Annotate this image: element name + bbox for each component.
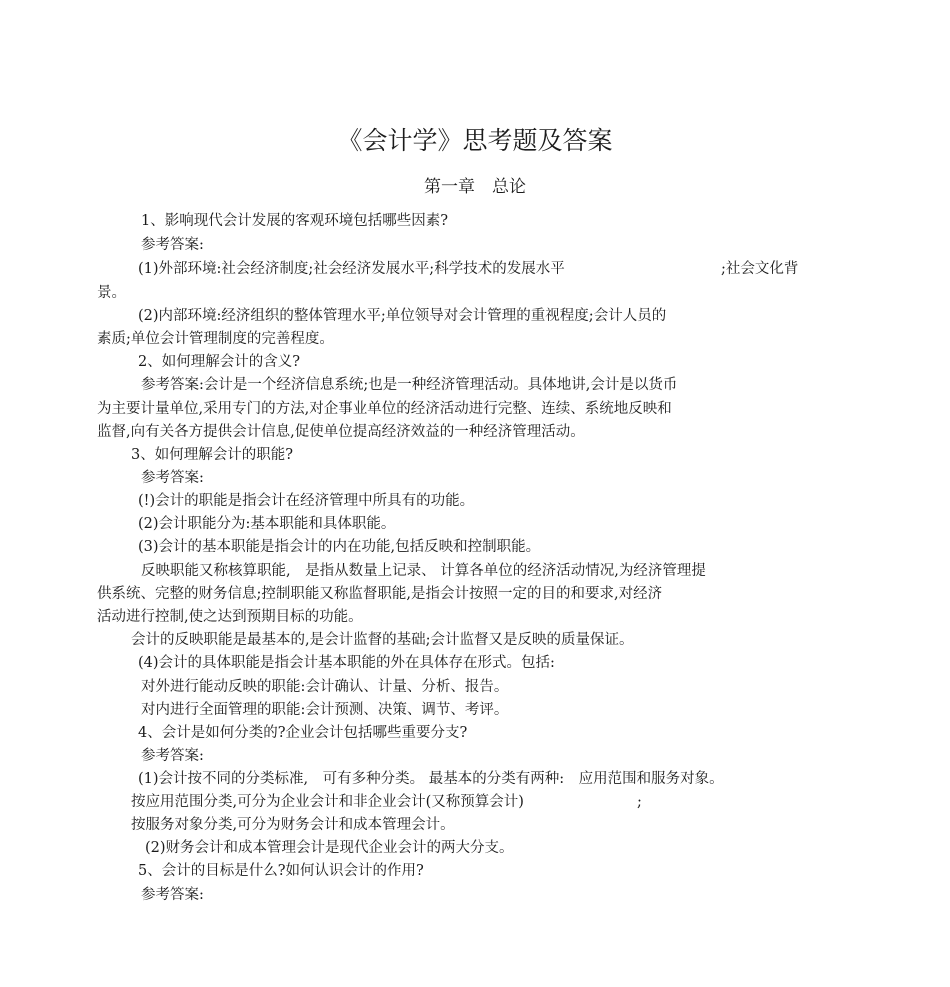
text-line: (!)会计的职能是指会计在经济管理中所具有的功能。: [138, 493, 475, 509]
answer-label: 参考答案:: [141, 470, 204, 486]
text-line: ;社会文化背: [721, 261, 799, 277]
text-line: 按服务对象分类,可分为财务会计和成本管理会计。: [131, 817, 455, 833]
answer-label: 参考答案:: [141, 887, 204, 903]
text-line: 供系统、完整的财务信息;控制职能又称监督职能,是指会计按照一定的目的和要求,对经济: [97, 586, 663, 602]
text-line: 对内进行全面管理的职能:会计预测、决策、调节、考评。: [141, 702, 509, 718]
text-line: (4)会计的具体职能是指会计基本职能的外在具体存在形式。包括:: [138, 655, 555, 671]
question-3: 3、如何理解会计的职能?: [131, 447, 293, 463]
text-line: 会计的反映职能是最基本的,是会计监督的基础;会计监督又是反映的质量保证。: [131, 632, 634, 648]
text-line: (1)会计按不同的分类标准, 可有多种分类。 最基本的分类有两种: 应用范围和服务对象。: [138, 771, 724, 787]
text-line: 监督,向有关各方提供会计信息,促使单位提高经济效益的一种经济管理活动。: [97, 424, 585, 440]
text-line: (2)内部环境:经济组织的整体管理水平;单位领导对会计管理的重视程度;会计人员的: [138, 308, 667, 324]
text-line: 景。: [97, 285, 126, 301]
text-line: 活动进行控制,使之达到预期目标的功能。: [97, 609, 363, 625]
answer-label: 参考答案:: [141, 748, 204, 764]
question-2: 2、如何理解会计的含义?: [138, 354, 300, 370]
text-line: 按应用范围分类,可分为企业会计和非企业会计(又称预算会计): [131, 794, 524, 810]
text-line: (1)外部环境:社会经济制度;社会经济发展水平;科学技术的发展水平: [138, 261, 565, 277]
question-1: 1、影响现代会计发展的客观环境包括哪些因素?: [141, 213, 448, 229]
text-line: 反映职能又称核算职能, 是指从数量上记录、 计算各单位的经济活动情况,为经济管理提: [141, 563, 706, 579]
text-line: 为主要计量单位,采用专门的方法,对企事业单位的经济活动进行完整、连续、系统地反映和: [97, 401, 672, 417]
text-line: 素质;单位会计管理制度的完善程度。: [97, 331, 334, 347]
answer-label: 参考答案:: [141, 237, 204, 253]
document-title: 《会计学》思考题及答案: [337, 126, 613, 155]
text-line: (2)会计职能分为:基本职能和具体职能。: [138, 516, 396, 532]
question-5: 5、会计的目标是什么?如何认识会计的作用?: [138, 863, 424, 879]
text-line: (2)财务会计和成本管理会计是现代企业会计的两大分支。: [145, 840, 514, 856]
chapter-heading: 第一章 总论: [424, 177, 526, 197]
text-line: ;: [637, 794, 642, 810]
text-line: 对外进行能动反映的职能:会计确认、计量、分析、报告。: [141, 679, 509, 695]
text-line: 参考答案:会计是一个经济信息系统;也是一种经济管理活动。具体地讲,会计是以货币: [141, 377, 678, 393]
text-line: (3)会计的基本职能是指会计的内在功能,包括反映和控制职能。: [138, 539, 541, 555]
question-4: 4、会计是如何分类的?企业会计包括哪些重要分支?: [138, 725, 468, 741]
